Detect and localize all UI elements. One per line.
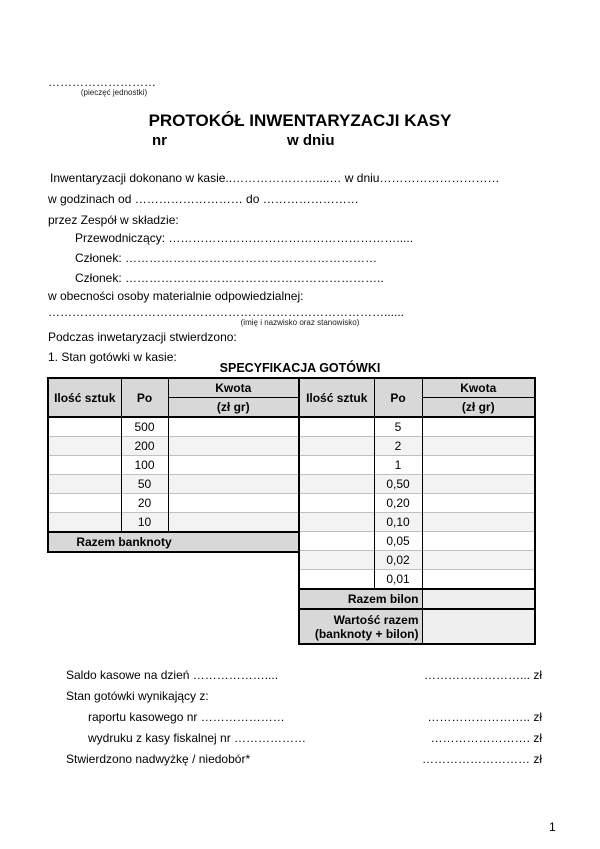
banknotes-total-label: Razem banknoty: [76, 535, 172, 549]
coin-row: [299, 475, 535, 494]
qty-cell: [299, 456, 374, 475]
qty-header: Ilość sztuk: [299, 378, 374, 417]
denomination-header: Po: [374, 378, 422, 417]
amount-cell: [422, 494, 535, 513]
amount-cell: [422, 532, 535, 551]
banknote-row: [48, 513, 299, 533]
cash-table-title: SPECYFIKACJA GOTÓWKI: [219, 361, 381, 375]
denomination-cell: 1: [374, 456, 422, 475]
banknote-row: [48, 417, 299, 437]
coin-row: [299, 570, 535, 590]
cash-report-amount: …………………….. zł: [427, 710, 542, 724]
coin-row: [299, 494, 535, 513]
amount-cell: [422, 475, 535, 494]
chairman-line: Przewodniczący: ………………………………………………….....: [75, 231, 414, 245]
amount-cell: [422, 437, 535, 456]
protocol-date-label: w dniu: [287, 132, 335, 149]
coin-row: [299, 456, 535, 475]
coin-row: [299, 532, 535, 551]
qty-cell: [299, 551, 374, 570]
intro-line-3: przez Zespół w składzie:: [48, 213, 179, 227]
banknotes-table-header: [48, 378, 299, 417]
amount-header: Kwota: [422, 378, 535, 398]
banknote-row: [48, 437, 299, 456]
denomination-cell: 100: [121, 456, 168, 475]
stamp-caption: (pieczęć jednostki): [80, 88, 148, 97]
cash-state-line: 1. Stan gotówki w kasie:: [48, 350, 177, 364]
surplus-shortage-label: Stwierdzono nadwyżkę / niedobór*: [66, 752, 251, 766]
amount-cell: [422, 551, 535, 570]
amount-cell: [168, 437, 299, 456]
surplus-shortage-amount: ……………………… zł: [422, 752, 542, 766]
grand-total-label-line2: (banknoty + bilon): [314, 626, 419, 641]
amount-unit-header: (zł gr): [422, 398, 535, 418]
coins-table-header: [299, 378, 535, 417]
coins-total-row: [299, 589, 535, 609]
qty-cell: [48, 513, 121, 533]
fiscal-printout-label: wydruku z kasy fiskalnej nr ………………: [88, 731, 307, 745]
denomination-cell: 5: [374, 417, 422, 437]
saldo-label: Saldo kasowe na dzień ………………....: [66, 668, 279, 682]
page-title: PROTOKÓŁ INWENTARYZACJI KASY: [148, 111, 452, 130]
denomination-cell: 2: [374, 437, 422, 456]
banknotes-total-row: [48, 532, 299, 552]
grand-total-label: [299, 609, 422, 644]
grand-total-row: [299, 609, 535, 644]
denomination-cell: 20: [121, 494, 168, 513]
amount-header: Kwota: [168, 378, 299, 398]
denomination-cell: 0,20: [374, 494, 422, 513]
member-line-1: Członek: ………………………………………………………: [75, 251, 378, 265]
stamp-dots-line: ………………………: [48, 75, 156, 89]
banknote-row: [48, 494, 299, 513]
qty-cell: [299, 513, 374, 532]
intro-line-1: Inwentaryzacji dokonano w kasie..…………………....… w dniu…………………………: [50, 171, 500, 185]
coin-row: [299, 513, 535, 532]
cash-specification-tables: [47, 377, 536, 645]
amount-cell: [422, 513, 535, 532]
qty-cell: [48, 417, 121, 437]
qty-cell: [48, 494, 121, 513]
page-number: 1: [549, 820, 556, 834]
coin-row: [299, 417, 535, 437]
responsible-person-dots: …………………………………………………………………………......: [48, 305, 405, 319]
banknote-row: [48, 456, 299, 475]
saldo-amount: ……………………... zł: [423, 668, 542, 682]
denomination-header: Po: [121, 378, 168, 417]
grand-total-amount-cell: [422, 609, 535, 644]
amount-cell: [168, 475, 299, 494]
coin-row: [299, 437, 535, 456]
denomination-cell: 0,02: [374, 551, 422, 570]
qty-cell: [48, 456, 121, 475]
intro-line-2: w godzinach od ……………………… do ……………………: [48, 192, 359, 206]
amount-cell: [422, 456, 535, 475]
denomination-cell: 0,50: [374, 475, 422, 494]
coin-row: [299, 551, 535, 570]
denomination-cell: 50: [121, 475, 168, 494]
amount-unit-header: (zł gr): [168, 398, 299, 418]
coins-total-amount-cell: [422, 589, 535, 609]
fiscal-printout-amount: ……………………. zł: [430, 731, 542, 745]
banknotes-total-cell: [48, 532, 299, 552]
member-line-2: Członek: ………………………………………………………..: [75, 271, 384, 285]
amount-cell: [168, 417, 299, 437]
amount-cell: [168, 494, 299, 513]
denomination-cell: 0,01: [374, 570, 422, 590]
qty-cell: [299, 417, 374, 437]
qty-cell: [299, 437, 374, 456]
denomination-cell: 0,10: [374, 513, 422, 532]
responsible-person-caption: (imię i nazwisko oraz stanowisko): [240, 318, 360, 327]
qty-cell: [299, 475, 374, 494]
cash-report-label: raportu kasowego nr …………………: [88, 710, 285, 724]
amount-cell: [168, 513, 299, 533]
coins-total-label: Razem bilon: [299, 589, 422, 609]
qty-cell: [299, 494, 374, 513]
qty-header: Ilość sztuk: [48, 378, 121, 417]
denomination-cell: 10: [121, 513, 168, 533]
denomination-cell: 500: [121, 417, 168, 437]
cash-resulting-label: Stan gotówki wynikający z:: [66, 689, 209, 703]
qty-cell: [299, 532, 374, 551]
responsible-person-line: w obecności osoby materialnie odpowiedzialnej:: [48, 289, 304, 303]
stamp-area: [48, 77, 180, 97]
qty-cell: [48, 437, 121, 456]
denomination-cell: 0,05: [374, 532, 422, 551]
denomination-cell: 200: [121, 437, 168, 456]
banknote-row: [48, 475, 299, 494]
grand-total-label-line1: Wartość razem: [333, 612, 419, 627]
amount-cell: [422, 417, 535, 437]
coins-table: [298, 377, 536, 645]
qty-cell: [48, 475, 121, 494]
banknotes-table: [47, 377, 300, 553]
amount-cell: [422, 570, 535, 590]
findings-line: Podczas inwetaryzacji stwierdzono:: [48, 330, 237, 344]
protocol-number-label: nr: [152, 132, 167, 149]
qty-cell: [299, 570, 374, 590]
amount-cell: [168, 456, 299, 475]
